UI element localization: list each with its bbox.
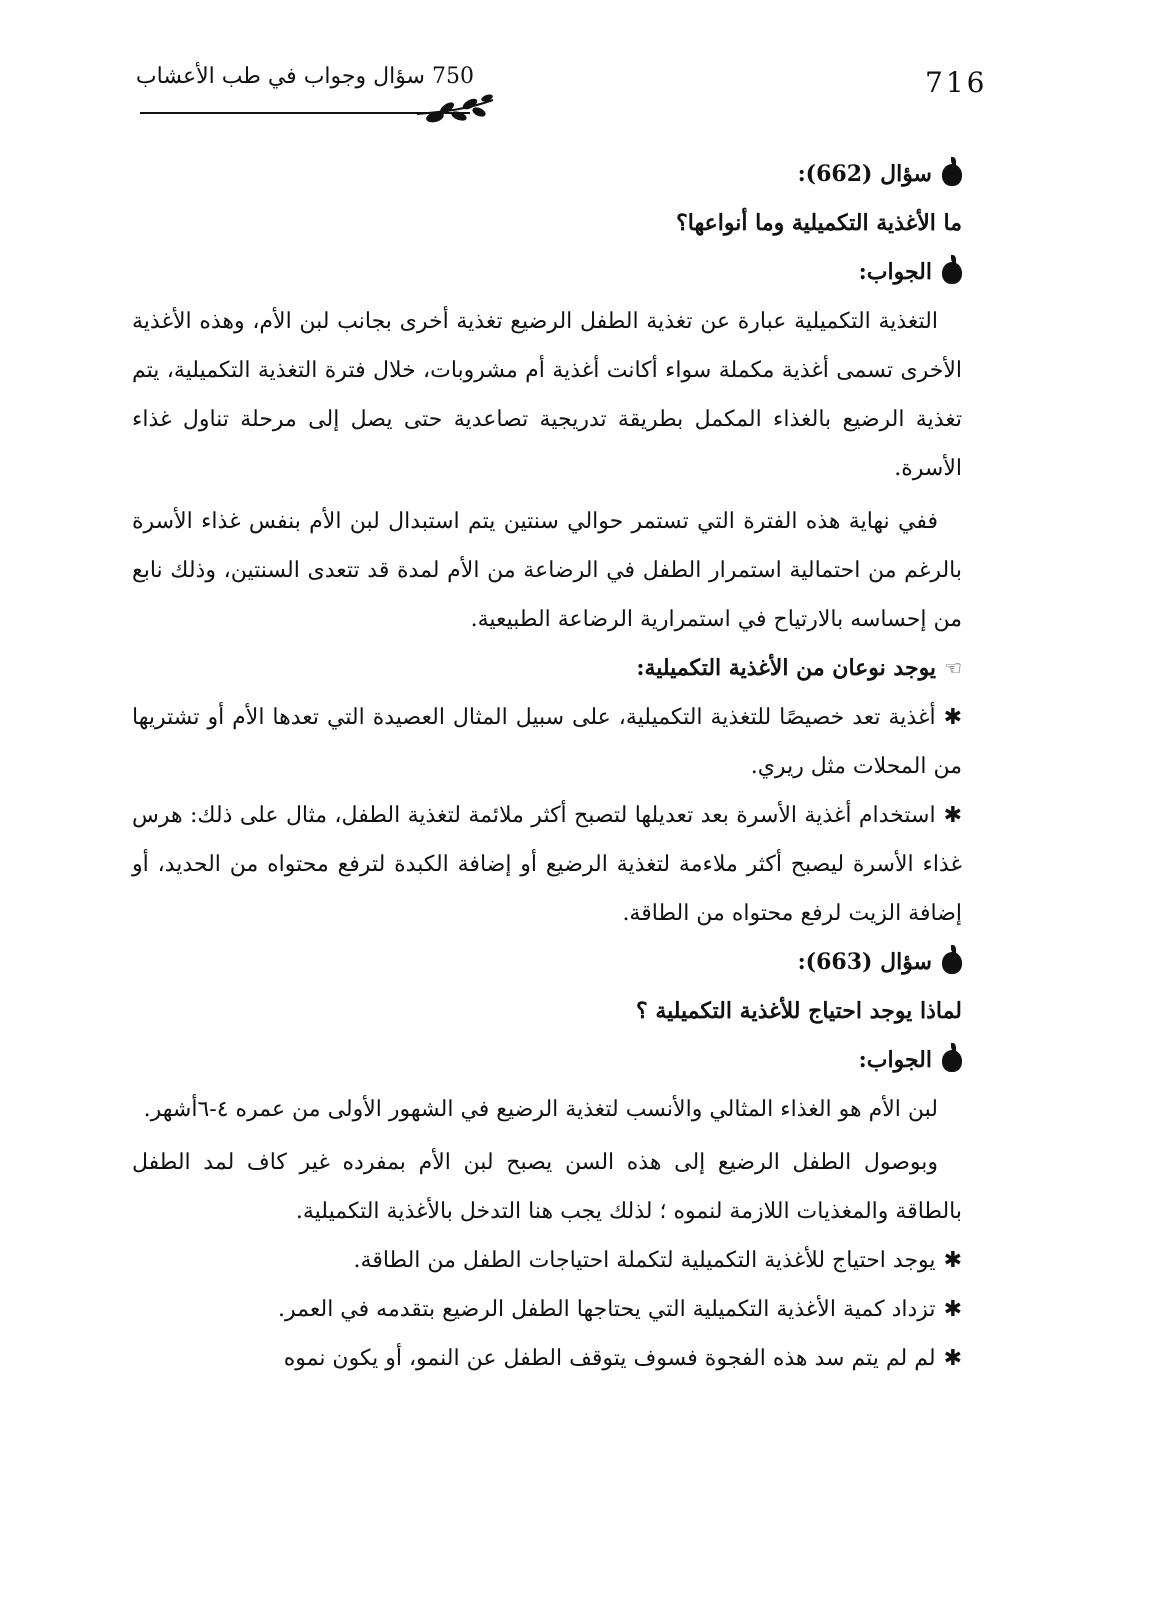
list-item: ✱لم لم يتم سد هذه الفجوة فسوف يتوقف الطفل عن النمو، أو يكون نموه	[283, 1346, 962, 1371]
answer-paragraph: وبوصول الطفل الرضيع إلى هذه السن يصبح لبن الأم بمفرده غير كاف لمد الطفل بالطاقة والمغذيات اللازمة لنموه ؛ لذلك يجب هنا التدخل بالأغذية التكميلية.	[132, 1150, 962, 1224]
olive-branch-icon	[415, 92, 495, 132]
types-heading: ☜ يوجد نوعان من الأغذية التكميلية:	[132, 644, 962, 693]
star-bullet-icon: ✱	[943, 1346, 962, 1371]
list-item: ✱أغذية تعد خصيصًا للتغذية التكميلية، على سبيل المثال العصيدة التي تعدها الأم أو تشتريها من المحلات مثل ريري.	[132, 705, 962, 779]
question-label: سؤال (662):	[132, 150, 962, 199]
page-content	[132, 150, 962, 1383]
list-item: ✱تزداد كمية الأغذية التكميلية التي يحتاجها الطفل الرضيع بتقدمه في العمر.	[278, 1297, 962, 1322]
apple-icon	[942, 262, 962, 284]
list-item: ✱استخدام أغذية الأسرة بعد تعديلها لتصبح أكثر ملائمة لتغذية الطفل، مثال على ذلك: هرس غذاء الأسرة ليصبح أكثر ملاءمة لتغذية الرضيع أو إضافة الكبدة لترفع محتواه من الحديد، أو إضافة الزيت لرفع محتواه من الطاقة.	[132, 803, 962, 926]
answer-paragraph: لبن الأم هو الغذاء المثالي والأنسب لتغذية الرضيع في الشهور الأولى من عمره ٤-٦أشهر.	[143, 1097, 938, 1122]
answer-paragraph: ففي نهاية هذه الفترة التي تستمر حوالي سنتين يتم استبدال لبن الأم بنفس غذاء الأسرة بالرغم من احتمالية استمرار الطفل في الرضاعة من الأم لمدة قد تتعدى السنتين، وذلك نابع من إحساسه بالارتياح في استمرارية الرضاعة الطبيعية.	[132, 509, 962, 632]
apple-icon	[942, 952, 962, 974]
page-number: 716	[925, 66, 988, 99]
running-title: 750 سؤال وجواب في طب الأعشاب	[135, 64, 474, 89]
answer-label: الجواب:	[132, 1036, 962, 1085]
star-bullet-icon: ✱	[943, 803, 962, 828]
star-bullet-icon: ✱	[943, 705, 962, 730]
question-text: ما الأغذية التكميلية وما أنواعها؟	[676, 210, 962, 236]
list-item: ✱يوجد احتياج للأغذية التكميلية لتكملة احتياجات الطفل من الطاقة.	[353, 1248, 962, 1273]
pointing-hand-icon: ☜	[944, 656, 962, 680]
question-label: سؤال (663):	[132, 938, 962, 987]
star-bullet-icon: ✱	[943, 1248, 962, 1273]
star-bullet-icon: ✱	[943, 1297, 962, 1322]
question-text: لماذا يوجد احتياج للأغذية التكميلية ؟	[635, 998, 962, 1024]
apple-icon	[942, 1050, 962, 1072]
answer-paragraph: التغذية التكميلية عبارة عن تغذية الطفل الرضيع تغذية أخرى بجانب لبن الأم، وهذه الأغذية الأخرى تسمى أغذية مكملة سواء أكانت أغذية أم مشروبات، خلال فترة التغذية التكميلية، يتم تغذية الرضيع بالغذاء المكمل بطريقة تدريجية تصاعدية حتى يصل إلى مرحلة تناول غذاء الأسرة.	[132, 309, 962, 481]
apple-icon	[942, 164, 962, 186]
answer-label: الجواب:	[132, 248, 962, 297]
